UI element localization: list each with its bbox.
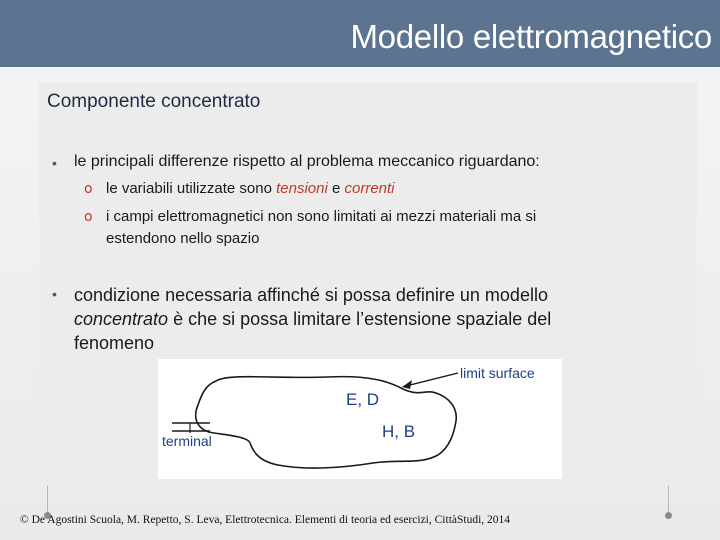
corner-dot-right bbox=[665, 512, 672, 519]
limit-surface-arrow bbox=[406, 373, 458, 386]
emph-correnti: correnti bbox=[344, 180, 395, 197]
bullet-marker: • bbox=[52, 155, 57, 171]
slide-title: Modello elettromagnetico bbox=[350, 18, 712, 55]
arrow-head-icon bbox=[402, 380, 412, 389]
corner-line-left bbox=[47, 486, 48, 512]
corner-line-right bbox=[668, 486, 669, 512]
sub-item-2-line2: estendono nello spazio bbox=[106, 230, 260, 247]
sub-bullet-marker: o bbox=[84, 181, 93, 197]
bullet-1-text: le principali differenze rispetto al problema meccanico riguardano: bbox=[74, 153, 540, 170]
copyright-footer: © De Agostini Scuola, M. Repetto, S. Leva, Elettrotecnica. Elementi di teoria ed esercizi, CittàStudi, 2014 bbox=[20, 514, 511, 526]
emph-tensioni: tensioni bbox=[276, 180, 328, 197]
sub-item-2-line1: i campi elettromagnetici non sono limitati ai mezzi materiali ma si bbox=[106, 208, 537, 225]
bullet-2-line2 bbox=[74, 307, 634, 331]
sub-item-1-prefix: le variabili utilizzate sono bbox=[106, 180, 277, 197]
bullet-2-line3: fenomeno bbox=[74, 333, 155, 353]
section-heading: Componente concentrato bbox=[47, 91, 261, 112]
emph-concentrato: concentrato bbox=[74, 309, 169, 329]
lumped-component-diagram bbox=[158, 359, 562, 479]
ed-label: E, D bbox=[346, 390, 380, 409]
sub-bullet-marker: o bbox=[84, 209, 93, 225]
terminal-label: terminal bbox=[162, 433, 212, 449]
bullet-2-text bbox=[74, 283, 634, 355]
bullet-2-line2-rest: è che si possa limitare l’estensione spaziale del bbox=[168, 309, 552, 329]
sub-item-1-middle: e bbox=[327, 180, 345, 197]
limit-surface-label: limit surface bbox=[460, 365, 535, 381]
hb-label: H, B bbox=[382, 422, 416, 441]
title-bar bbox=[0, 0, 720, 67]
sub-item-1 bbox=[106, 178, 395, 200]
bullet-marker: • bbox=[52, 286, 57, 302]
bullet-2-line1: condizione necessaria affinché si possa definire un modello bbox=[74, 285, 548, 305]
limit-surface-outline bbox=[196, 377, 457, 468]
